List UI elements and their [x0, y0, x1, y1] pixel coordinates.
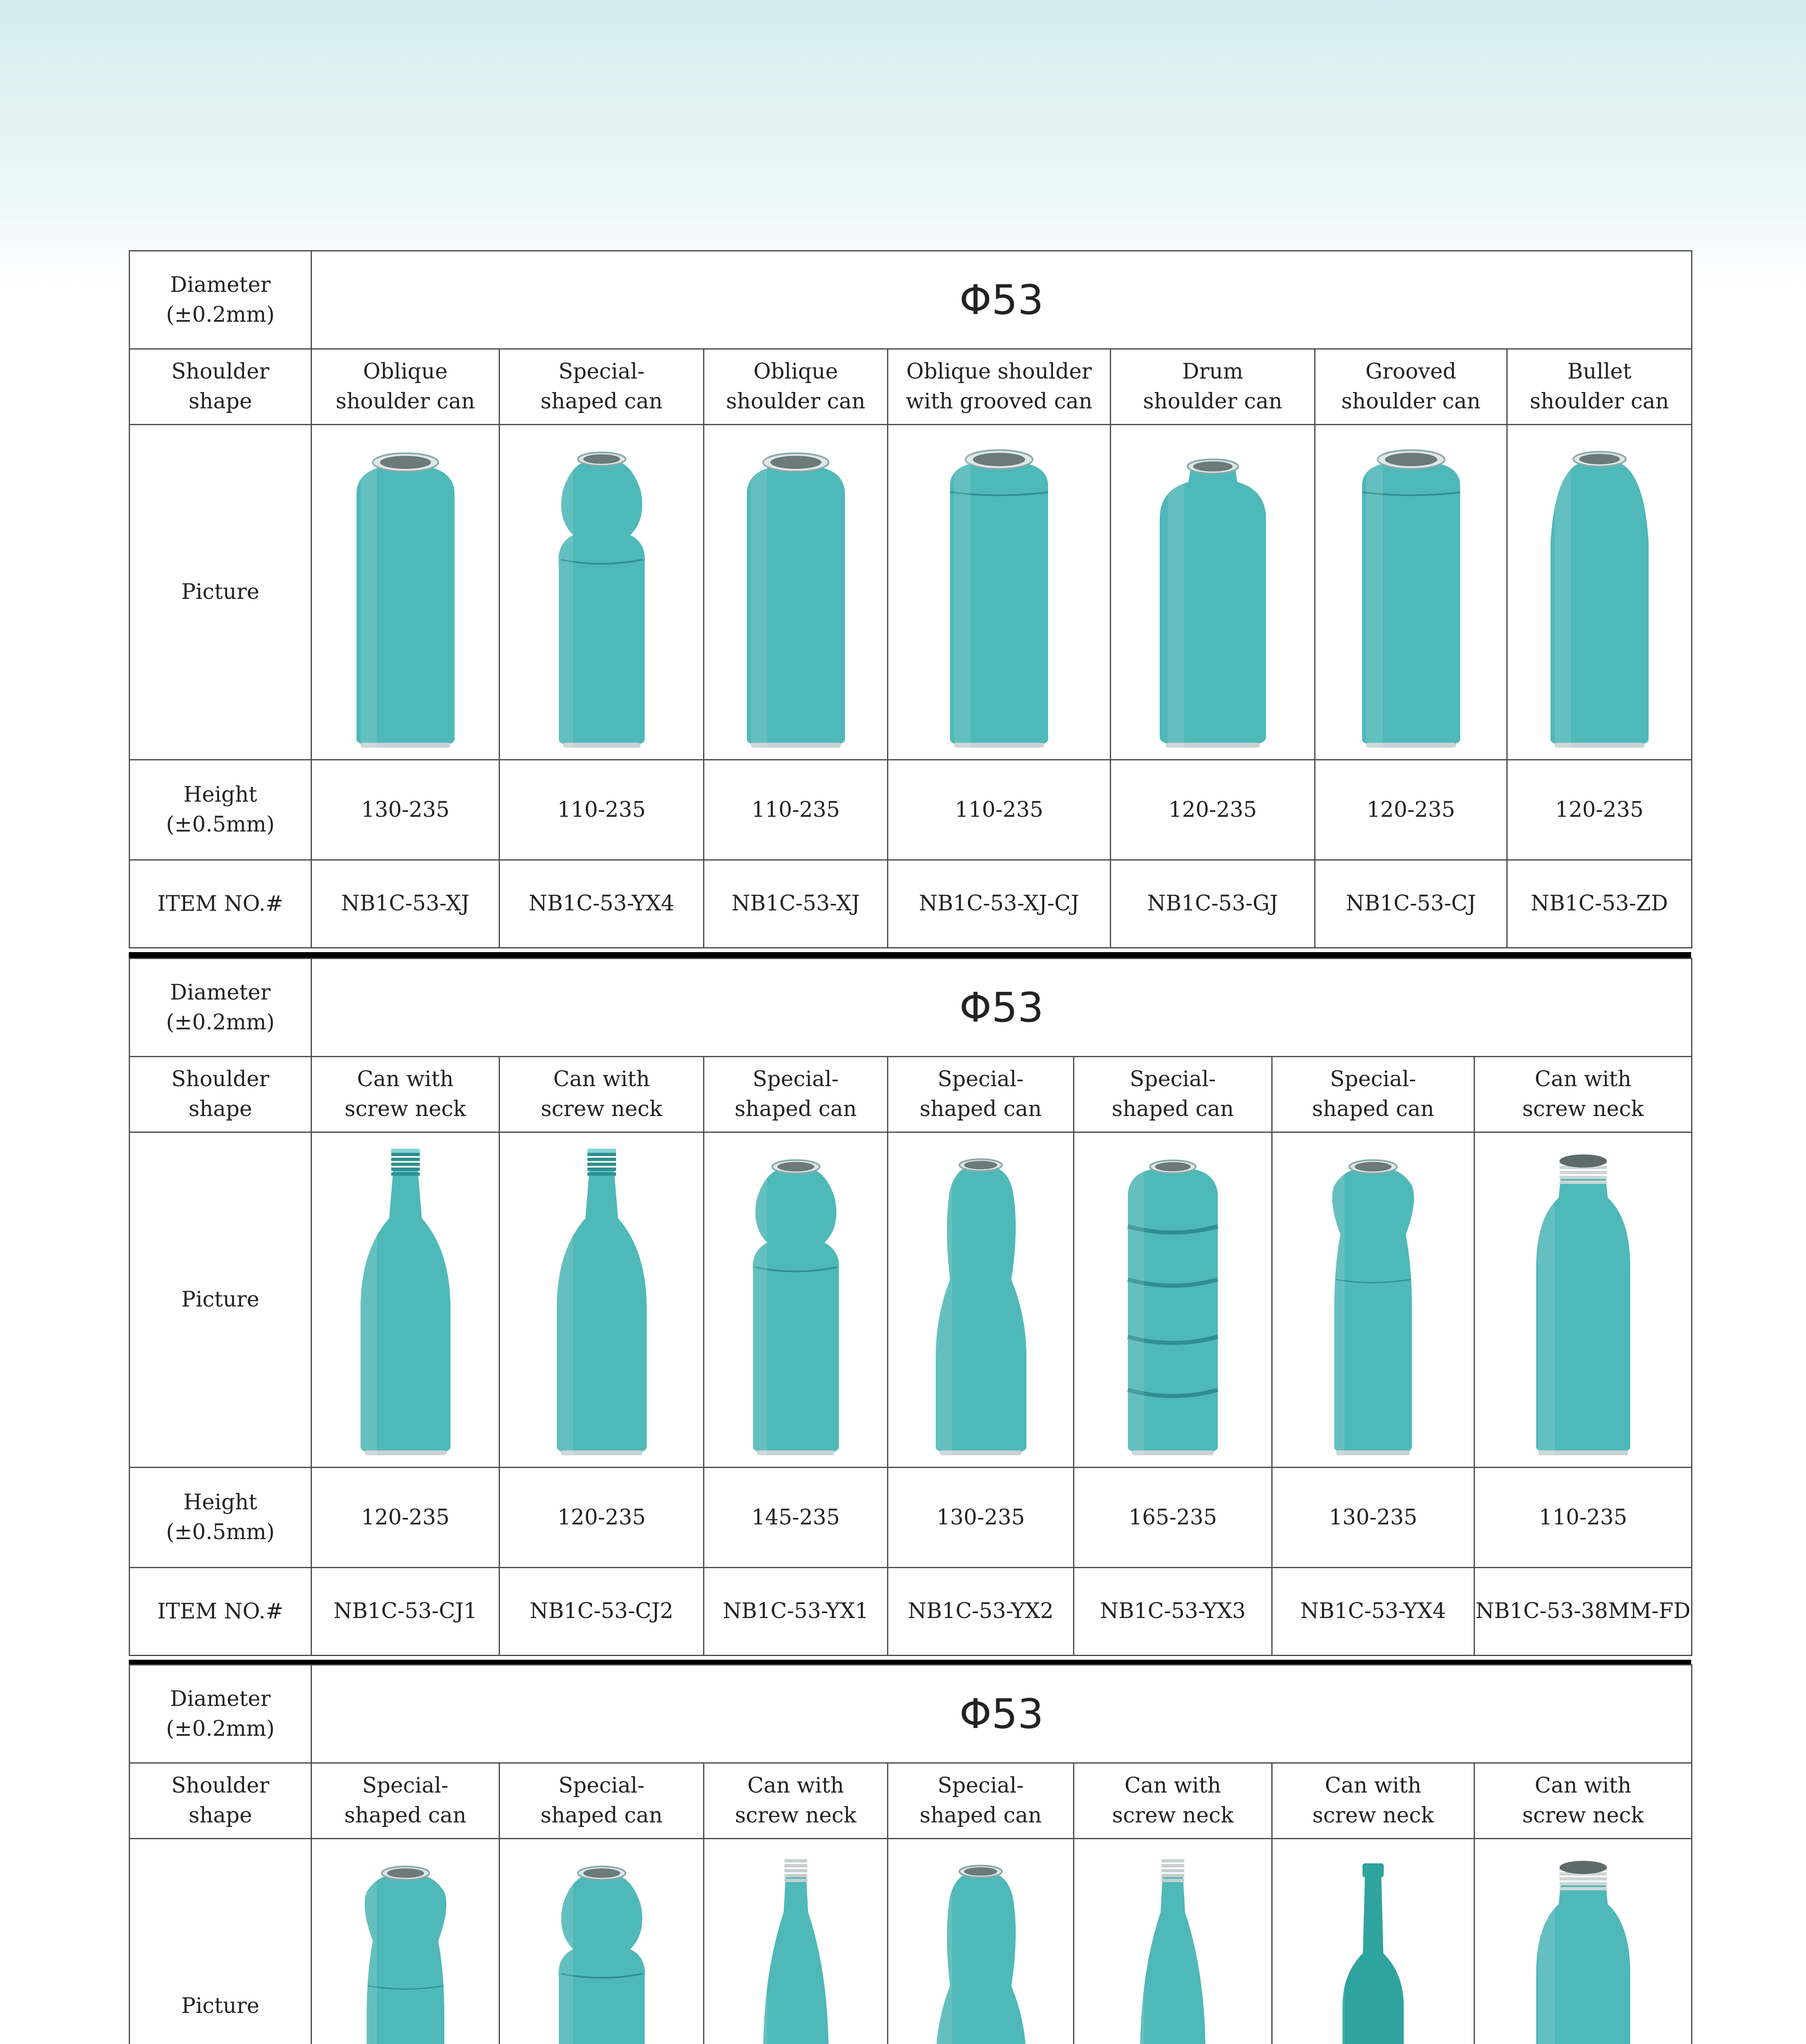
shoulder-shape-cell: Special- shaped can: [704, 1057, 888, 1132]
can-picture-cell: [311, 425, 500, 760]
screw-neck-can-icon: [540, 1145, 663, 1455]
item-number-cell: NB1C-53-XJ: [311, 860, 500, 948]
height-value-cell: 110-235: [888, 760, 1111, 860]
shoulder-shape-cell: Oblique shoulder can: [311, 349, 500, 425]
diameter-row: [130, 959, 1692, 1057]
shoulder-row: [130, 349, 1692, 425]
height-value-cell: 120-235: [1111, 760, 1315, 860]
diameter-label: Diameter (±0.2mm): [130, 1665, 311, 1763]
special-shaped-can-icon: [735, 1145, 857, 1455]
picture-label: Picture: [130, 1132, 311, 1468]
shoulder-shape-cell: Special- shaped can: [500, 349, 704, 425]
can-picture-cell: [704, 425, 888, 760]
shoulder-shape-cell: Drum shoulder can: [1111, 349, 1315, 425]
spec-table: [129, 1664, 1692, 2044]
height-value-cell: 165-235: [1074, 1468, 1272, 1568]
height-value-cell: 110-235: [500, 760, 704, 860]
can-picture-cell: [888, 1132, 1074, 1468]
height-value-cell: 120-235: [1507, 760, 1692, 860]
can-picture-cell: [311, 1132, 500, 1468]
shoulder-shape-cell: Bullet shoulder can: [1507, 349, 1692, 425]
can-picture-cell: [704, 1839, 888, 2044]
diameter-value: Φ53: [311, 959, 1692, 1057]
picture-row: [130, 1132, 1692, 1468]
item-number-cell: NB1C-53-YX1: [704, 1568, 888, 1656]
shoulder-shape-cell: Oblique shoulder with grooved can: [888, 349, 1111, 425]
item-number-cell: NB1C-53-XJ: [704, 860, 888, 948]
shoulder-shape-cell: Can with screw neck: [1474, 1763, 1692, 1839]
shoulder-shape-cell: Can with screw neck: [500, 1057, 704, 1132]
shoulder-shape-cell: Special- shaped can: [1272, 1057, 1474, 1132]
picture-label: Picture: [130, 425, 311, 760]
special-shaped-can-icon: [344, 1851, 467, 2044]
item-row: [130, 1568, 1692, 1656]
shoulder-shape-cell: Special- shaped can: [311, 1763, 500, 1839]
shoulder-shape-cell: Can with screw neck: [704, 1763, 888, 1839]
height-value-cell: 145-235: [704, 1468, 888, 1568]
can-picture-cell: [1272, 1132, 1474, 1468]
height-value-cell: 130-235: [311, 760, 500, 860]
item-number-cell: NB1C-53-38MM-FD: [1474, 1568, 1692, 1656]
ribbed-can-icon: [1111, 1145, 1234, 1455]
height-value-cell: 120-235: [500, 1468, 704, 1568]
grooved-oblique-can-icon: [938, 437, 1060, 748]
shoulder-shape-cell: Special- shaped can: [888, 1057, 1074, 1132]
special-shaped-can-icon: [919, 1851, 1042, 2044]
can-picture-cell: [1272, 1839, 1474, 2044]
item-number-cell: NB1C-53-CJ1: [311, 1568, 500, 1656]
screw-neck-can-icon: [735, 1851, 857, 2044]
drum-shoulder-can-icon: [1152, 437, 1274, 748]
height-row: [130, 1468, 1692, 1568]
diameter-value: Φ53: [311, 1665, 1692, 1763]
shoulder-shape-cell: Can with screw neck: [1074, 1763, 1272, 1839]
diameter-value: Φ53: [311, 251, 1692, 349]
diameter-label: Diameter (±0.2mm): [130, 251, 311, 349]
shoulder-shape-cell: Grooved shoulder can: [1315, 349, 1507, 425]
can-picture-cell: [1474, 1839, 1692, 2044]
can-picture-cell: [888, 425, 1111, 760]
height-value-cell: 130-235: [1272, 1468, 1474, 1568]
item-number-cell: NB1C-53-GJ: [1111, 860, 1315, 948]
item-number-cell: NB1C-53-YX2: [888, 1568, 1074, 1656]
shoulder-row: [130, 1057, 1692, 1132]
can-picture-cell: [888, 1839, 1074, 2044]
can-picture-cell: [1474, 1132, 1692, 1468]
can-picture-cell: [1507, 425, 1692, 760]
oblique-shoulder-can-icon: [735, 437, 857, 748]
can-picture-cell: [1074, 1839, 1272, 2044]
height-value-cell: 120-235: [1315, 760, 1507, 860]
wine-bottle-can-icon: [1312, 1851, 1434, 2044]
special-shaped-can-icon: [540, 1851, 663, 2044]
spec-table-section: [129, 958, 1691, 1656]
diameter-label: Diameter (±0.2mm): [130, 959, 311, 1057]
bullet-shoulder-can-icon: [1538, 437, 1661, 748]
spec-table: [129, 250, 1692, 948]
can-picture-cell: [500, 425, 704, 760]
shoulder-shape-cell: Special- shaped can: [1074, 1057, 1272, 1132]
item-number-cell: NB1C-53-CJ: [1315, 860, 1507, 948]
shoulder-shape-cell: Can with screw neck: [311, 1057, 500, 1132]
height-value-cell: 120-235: [311, 1468, 500, 1568]
height-value-cell: 110-235: [1474, 1468, 1692, 1568]
can-picture-cell: [1111, 425, 1315, 760]
item-row: [130, 860, 1692, 948]
can-picture-cell: [704, 1132, 888, 1468]
diameter-row: [130, 1665, 1692, 1763]
item-label: ITEM NO.#: [130, 860, 311, 948]
wide-screw-neck-can-icon: [1522, 1851, 1645, 2044]
item-number-cell: NB1C-53-ZD: [1507, 860, 1692, 948]
height-value-cell: 130-235: [888, 1468, 1074, 1568]
can-picture-cell: [311, 1839, 500, 2044]
can-picture-cell: [500, 1132, 704, 1468]
can-picture-cell: [1315, 425, 1507, 760]
item-label: ITEM NO.#: [130, 1568, 311, 1656]
can-picture-cell: [1074, 1132, 1272, 1468]
picture-row: [130, 425, 1692, 760]
height-label: Height (±0.5mm): [130, 1468, 311, 1568]
item-number-cell: NB1C-53-XJ-CJ: [888, 860, 1111, 948]
height-label: Height (±0.5mm): [130, 760, 311, 860]
item-number-cell: NB1C-53-CJ2: [500, 1568, 704, 1656]
picture-row: [130, 1839, 1692, 2044]
screw-neck-can-icon: [1111, 1851, 1234, 2044]
special-shaped-can-icon: [1312, 1145, 1434, 1455]
picture-label: Picture: [130, 1839, 311, 2044]
special-shaped-can-icon: [540, 437, 663, 748]
shoulder-shape-cell: Oblique shoulder can: [704, 349, 888, 425]
shoulder-label: Shoulder shape: [130, 349, 311, 425]
shoulder-shape-cell: Special- shaped can: [888, 1763, 1074, 1839]
item-number-cell: NB1C-53-YX3: [1074, 1568, 1272, 1656]
oblique-shoulder-can-icon: [344, 437, 467, 748]
spec-table-section: [129, 250, 1691, 948]
shoulder-shape-cell: Can with screw neck: [1272, 1763, 1474, 1839]
diameter-row: [130, 251, 1692, 349]
shoulder-row: [130, 1763, 1692, 1839]
spec-table: [129, 958, 1692, 1656]
item-number-cell: NB1C-53-YX4: [1272, 1568, 1474, 1656]
special-shaped-can-icon: [919, 1145, 1042, 1455]
shoulder-shape-cell: Can with screw neck: [1474, 1057, 1692, 1132]
shoulder-label: Shoulder shape: [130, 1057, 311, 1132]
spec-table-section: [129, 1664, 1691, 2044]
height-value-cell: 110-235: [704, 760, 888, 860]
screw-neck-can-icon: [344, 1145, 467, 1455]
shoulder-shape-cell: Special- shaped can: [500, 1763, 704, 1839]
item-number-cell: NB1C-53-YX4: [500, 860, 704, 948]
can-picture-cell: [500, 1839, 704, 2044]
shoulder-label: Shoulder shape: [130, 1763, 311, 1839]
grooved-shoulder-can-icon: [1350, 437, 1472, 748]
wide-screw-neck-can-icon: [1522, 1145, 1645, 1455]
height-row: [130, 760, 1692, 860]
